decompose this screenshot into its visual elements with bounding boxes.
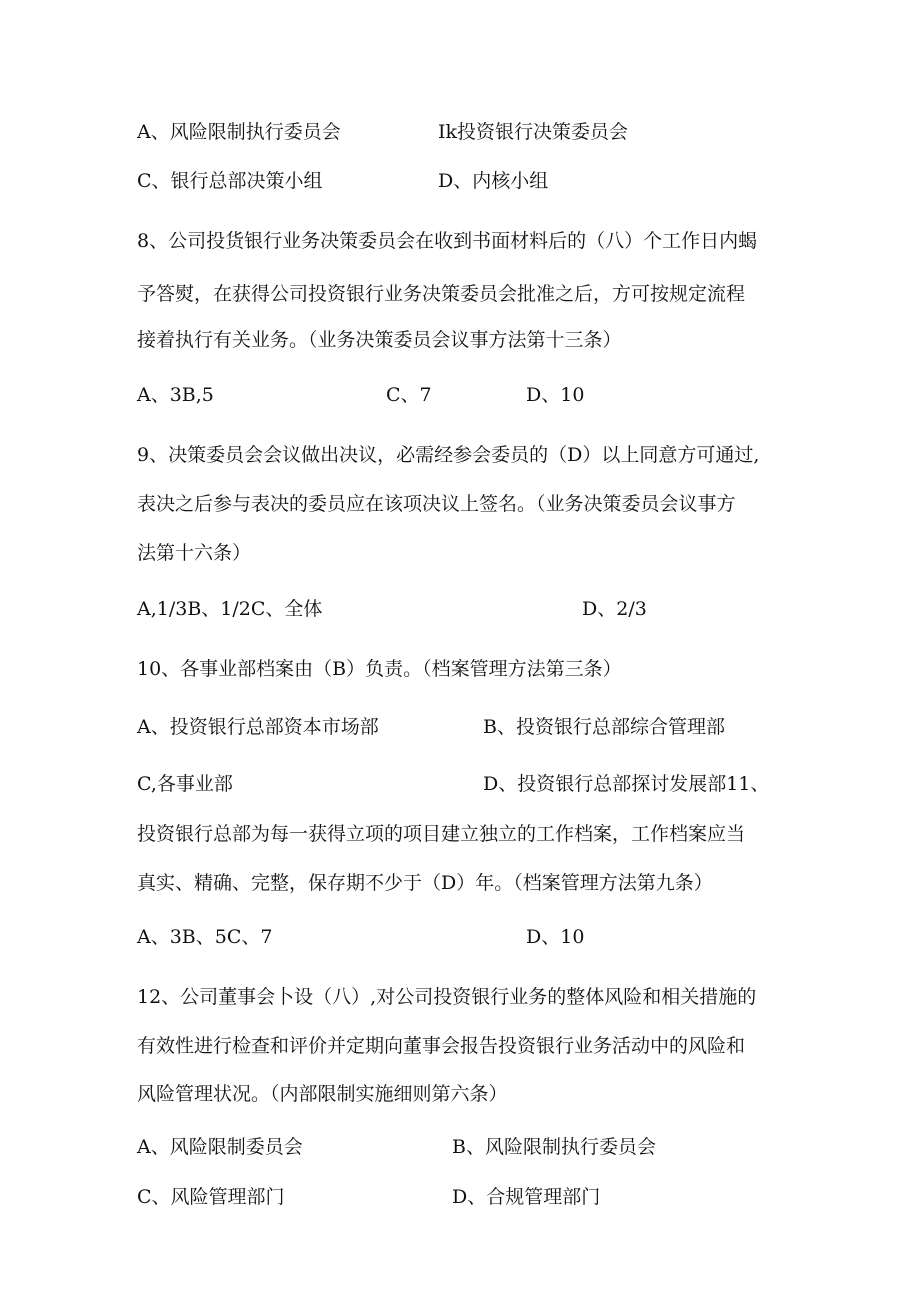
q10-option-b: B、投资银行总部综合管理部 <box>483 716 725 738</box>
q9-line-1: 9、决策委员会会议做出决议，必需经参会委员的（D）以上同意方可通过, <box>137 444 760 466</box>
q10-option-a: A、投资银行总部资本市场部 <box>137 716 379 738</box>
q8-line-2: 予答熨，在获得公司投资银行业务决策委员会批准之后，方可按规定流程 <box>137 283 746 305</box>
q12-line-1: 12、公司董事会卜设（八）,对公司投资银行业务的整体风险和相关措施的 <box>137 986 757 1008</box>
q9-line-2: 表决之后参与表决的委员应在该项决议上签名。（业务决策委员会议事方 <box>137 493 736 515</box>
q11-line-1: 投资银行总部为每一获得立项的项目建立独立的工作档案，工作档案应当 <box>137 823 746 845</box>
q12-option-c: C、风险管理部门 <box>137 1186 285 1208</box>
q7-option-a: A、风险限制执行委员会 <box>137 121 341 143</box>
q7-option-b: Ik投资银行决策委员会 <box>438 121 629 143</box>
q12-option-b: B、风险限制执行委员会 <box>452 1136 656 1158</box>
q11-option-d: D、10 <box>526 926 585 948</box>
q12-option-a: A、风险限制委员会 <box>137 1136 303 1158</box>
q8-option-c: C、7 <box>386 384 432 406</box>
q8-option-d: D、10 <box>526 384 585 406</box>
q12-line-3: 风险管理状况。（内部限制实施细则第六条） <box>137 1083 508 1105</box>
q8-line-1: 8、公司投货银行业务决策委员会在收到书面材料后的（八）个工作日内蝎 <box>137 230 758 252</box>
q7-option-d: D、内核小组 <box>438 170 549 192</box>
q11-line-2: 真实、精确、完整，保存期不少于（D）年。（档案管理方法第九条） <box>137 872 713 894</box>
q10-option-c: C,各事业部 <box>137 773 233 795</box>
q10-option-d: D、投资银行总部探讨发展部11、 <box>483 773 770 795</box>
q9-line-3: 法第十六条） <box>137 542 252 564</box>
q12-option-d: D、合规管理部门 <box>452 1186 601 1208</box>
q10-line-1: 10、各事业部档案由（B）负责。（档案管理方法第三条） <box>137 658 622 680</box>
q8-option-ab: A、3B,5 <box>137 384 214 406</box>
q12-line-2: 有效性进行检查和评价并定期向董事会报告投资银行业务活动中的风险和 <box>137 1035 746 1057</box>
q11-option-abc: A、3B、5C、7 <box>137 926 273 948</box>
q9-option-d: D、2/3 <box>582 598 647 620</box>
q7-option-c: C、银行总部决策小组 <box>137 170 323 192</box>
q9-option-abc: A,1/3B、1/2C、全体 <box>137 598 323 620</box>
q8-line-3: 接着执行有关业务。（业务决策委员会议事方法第十三条） <box>137 329 622 351</box>
